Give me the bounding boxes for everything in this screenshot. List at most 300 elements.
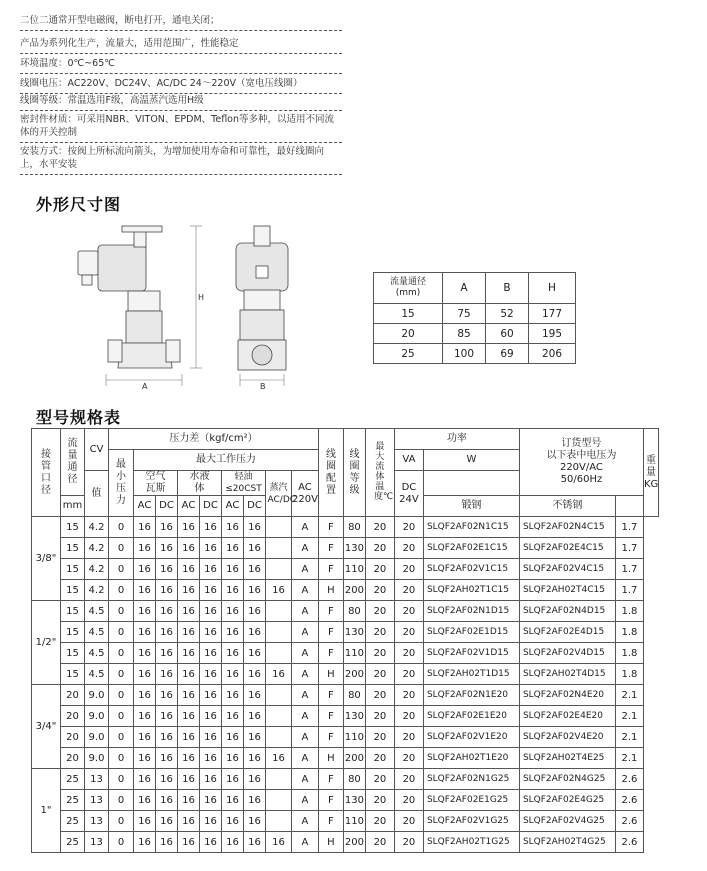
spec-cell: 20: [394, 643, 423, 664]
spec-cell: 4.5: [85, 601, 109, 622]
spec-cell: 16: [200, 538, 222, 559]
spec-line: 二位二通常开型电磁阀，断电打开，通电关闭；: [20, 14, 342, 31]
dims-cell: 52: [486, 304, 529, 324]
spec-cell: 1.8: [615, 622, 643, 643]
spec-cell: F: [318, 601, 343, 622]
spec-cell: 16: [134, 664, 156, 685]
header-w: W: [423, 450, 519, 471]
spec-cell: 16: [156, 727, 178, 748]
spec-cell: 16: [244, 832, 266, 853]
spec-cell: 16: [178, 601, 200, 622]
order-model-title: 订货型号: [561, 438, 602, 449]
spec-cell: F: [318, 643, 343, 664]
dims-header-cell: 流量通径 (mm): [374, 273, 443, 304]
spec-cell: 130: [343, 706, 365, 727]
header-max-working: 最大工作压力: [134, 450, 319, 471]
spec-cell: A: [292, 538, 319, 559]
spec-cell: 16: [178, 643, 200, 664]
main-header-row-1: [32, 429, 659, 450]
spec-cell: [266, 811, 292, 832]
header-dc: DC: [200, 496, 222, 517]
pipe-size-cell: 1": [32, 769, 61, 853]
table-row: [374, 344, 576, 364]
spec-cell: 20: [365, 706, 394, 727]
dims-cell: 177: [529, 304, 576, 324]
header-cv: CV: [85, 429, 109, 471]
section-title-models: 型号规格表: [36, 408, 122, 427]
table-row: [32, 580, 659, 601]
spec-cell: 0: [109, 769, 134, 790]
spec-cell: 0: [109, 622, 134, 643]
spec-cell: 16: [178, 706, 200, 727]
spec-cell: SLQF2AH02T1C15: [423, 580, 519, 601]
spec-cell: 16: [244, 769, 266, 790]
spec-cell: 20: [365, 664, 394, 685]
spec-cell: A: [292, 685, 319, 706]
spec-cell: 20: [61, 748, 85, 769]
spec-cell: 16: [222, 769, 244, 790]
spec-cell: 20: [394, 727, 423, 748]
spec-cell: 20: [365, 685, 394, 706]
spec-cell: 16: [156, 832, 178, 853]
spec-cell: 1.8: [615, 643, 643, 664]
spec-cell: A: [292, 622, 319, 643]
table-row: [32, 748, 659, 769]
spec-cell: 15: [61, 559, 85, 580]
header-power: 功率: [394, 429, 519, 450]
spec-cell: SLQF2AF02N1E20: [423, 685, 519, 706]
header-ac: AC: [134, 496, 156, 517]
table-row: [32, 727, 659, 748]
spec-cell: A: [292, 601, 319, 622]
spec-cell: 0: [109, 790, 134, 811]
spec-cell: 0: [109, 832, 134, 853]
spec-cell: 16: [156, 580, 178, 601]
spec-cell: 20: [365, 727, 394, 748]
spec-cell: 20: [394, 706, 423, 727]
spec-cell: 0: [109, 748, 134, 769]
spec-cell: A: [292, 727, 319, 748]
spec-cell: 16: [200, 622, 222, 643]
spec-cell: 16: [222, 790, 244, 811]
header-va: VA: [394, 450, 423, 471]
header-ac: AC: [178, 496, 200, 517]
spec-cell: 16: [244, 811, 266, 832]
spec-cell: 80: [343, 685, 365, 706]
spec-cell: 16: [244, 706, 266, 727]
spec-cell: 13: [85, 832, 109, 853]
header-air: 空气瓦斯: [134, 471, 178, 496]
spec-cell: 16: [134, 832, 156, 853]
header-stainless: 不锈钢: [519, 496, 615, 517]
spec-cell: 200: [343, 832, 365, 853]
spec-cell: 16: [134, 580, 156, 601]
spec-cell: SLQF2AF02V1C15: [423, 559, 519, 580]
dims-cell: 75: [443, 304, 486, 324]
spec-cell: 16: [156, 517, 178, 538]
header-steam: 蒸汽AC/DC: [266, 471, 292, 517]
spec-cell: 20: [394, 517, 423, 538]
spec-cell: 20: [394, 748, 423, 769]
dims-header-cell: A: [443, 273, 486, 304]
spec-cell: 2.6: [615, 790, 643, 811]
spec-cell: 16: [222, 811, 244, 832]
spec-cell: 2.6: [615, 811, 643, 832]
spec-cell: 110: [343, 559, 365, 580]
spec-line: 密封件材质：可采用NBR、VITON、EPDM、Teflon等多种，以适用不同流体的开关控制: [20, 113, 342, 143]
spec-cell: 16: [178, 664, 200, 685]
spec-cell: 130: [343, 790, 365, 811]
spec-cell: 16: [134, 643, 156, 664]
spec-cell: 0: [109, 811, 134, 832]
pipe-size-cell: 3/4": [32, 685, 61, 769]
spec-cell: 16: [134, 517, 156, 538]
dims-cell: 60: [486, 324, 529, 344]
spec-cell: SLQF2AF02E4C15: [519, 538, 615, 559]
spec-cell: 16: [178, 685, 200, 706]
spec-cell: 16: [156, 706, 178, 727]
spec-cell: 200: [343, 580, 365, 601]
spec-cell: 200: [343, 748, 365, 769]
spec-cell: A: [292, 559, 319, 580]
spec-cell: SLQF2AH02T1D15: [423, 664, 519, 685]
spec-cell: 20: [365, 559, 394, 580]
spec-cell: SLQF2AF02N1C15: [423, 517, 519, 538]
header-dc: DC: [244, 496, 266, 517]
spec-cell: 25: [61, 811, 85, 832]
spec-cell: 16: [244, 622, 266, 643]
spec-cell: 16: [134, 769, 156, 790]
spec-cell: 16: [222, 664, 244, 685]
spec-cell: 16: [178, 580, 200, 601]
spec-cell: 16: [134, 790, 156, 811]
spec-cell: 2.6: [615, 769, 643, 790]
spec-cell: H: [318, 664, 343, 685]
spec-cell: 16: [156, 790, 178, 811]
spec-cell: 0: [109, 538, 134, 559]
header-water: 水液体: [178, 471, 222, 496]
header-pressure-diff: 压力差（kgf/cm²）: [109, 429, 319, 450]
spec-cell: 80: [343, 601, 365, 622]
spec-line: 线圈电压：AC220V、DC24V、AC/DC 24～220V（宽电压线圈）: [20, 77, 342, 94]
spec-cell: 16: [222, 685, 244, 706]
spec-cell: 16: [156, 685, 178, 706]
spec-cell: 16: [200, 643, 222, 664]
spec-cell: 2.1: [615, 748, 643, 769]
spec-cell: A: [292, 769, 319, 790]
spec-cell: 20: [394, 538, 423, 559]
header-coil-grade: 线圈等级: [343, 429, 365, 517]
spec-cell: 16: [178, 727, 200, 748]
table-row: [32, 559, 659, 580]
header-forged-steel: 锻钢: [423, 496, 519, 517]
spec-cell: A: [292, 580, 319, 601]
spec-cell: 16: [156, 664, 178, 685]
spec-cell: 20: [365, 643, 394, 664]
spec-cell: SLQF2AH02T4G25: [519, 832, 615, 853]
spec-cell: 16: [222, 706, 244, 727]
spec-cell: 200: [343, 664, 365, 685]
table-row: [32, 664, 659, 685]
dims-cell: 100: [443, 344, 486, 364]
spec-cell: F: [318, 769, 343, 790]
spec-cell: 20: [365, 517, 394, 538]
table-row: [32, 601, 659, 622]
dimensions-table: [373, 272, 576, 364]
spec-cell: 16: [244, 727, 266, 748]
spec-cell: 16: [244, 790, 266, 811]
spec-cell: 16: [178, 559, 200, 580]
spec-cell: F: [318, 538, 343, 559]
spec-cell: [266, 769, 292, 790]
spec-cell: 20: [394, 685, 423, 706]
spec-cell: 16: [222, 517, 244, 538]
spec-cell: 4.2: [85, 517, 109, 538]
table-row: [32, 685, 659, 706]
valve-outline-drawing: [70, 218, 370, 393]
spec-cell: 16: [156, 538, 178, 559]
spec-cell: SLQF2AF02V4G25: [519, 811, 615, 832]
table-row: [32, 811, 659, 832]
header-order-model: [519, 429, 643, 496]
spec-cell: 20: [394, 811, 423, 832]
spec-cell: 20: [365, 580, 394, 601]
spec-cell: 16: [222, 727, 244, 748]
spec-cell: [266, 706, 292, 727]
spec-cell: 16: [134, 601, 156, 622]
spec-cell: SLQF2AF02E1E20: [423, 706, 519, 727]
spec-cell: 15: [61, 601, 85, 622]
spec-cell: SLQF2AH02T1E20: [423, 748, 519, 769]
spec-cell: 16: [266, 832, 292, 853]
header-max-temp: 最大流体温度℃: [365, 429, 394, 517]
spec-cell: 4.2: [85, 580, 109, 601]
spec-cell: 15: [61, 622, 85, 643]
spec-cell: 2.1: [615, 706, 643, 727]
spec-cell: 16: [222, 559, 244, 580]
spec-cell: 16: [200, 601, 222, 622]
spec-cell: 16: [222, 538, 244, 559]
spec-cell: 4.5: [85, 664, 109, 685]
order-model-note: 以下表中电压为 220V/AC 50/60Hz: [546, 450, 617, 485]
spec-cell: 16: [134, 811, 156, 832]
spec-cell: 16: [244, 685, 266, 706]
spec-cell: 9.0: [85, 685, 109, 706]
spec-cell: SLQF2AH02T4C15: [519, 580, 615, 601]
spec-cell: SLQF2AF02V1G25: [423, 811, 519, 832]
dims-header-cell: B: [486, 273, 529, 304]
spec-cell: 0: [109, 559, 134, 580]
spec-cell: 13: [85, 769, 109, 790]
spec-cell: 0: [109, 601, 134, 622]
table-row: [374, 304, 576, 324]
spec-cell: 16: [178, 748, 200, 769]
spec-line: 线圈等级：常温选用F级，高温蒸汽选用H级: [20, 94, 342, 111]
header-dc: DC: [156, 496, 178, 517]
spec-cell: 16: [134, 727, 156, 748]
spec-cell: 16: [178, 811, 200, 832]
spec-cell: SLQF2AF02V4C15: [519, 559, 615, 580]
spec-cell: 1.8: [615, 664, 643, 685]
spec-cell: F: [318, 706, 343, 727]
spec-cell: [266, 790, 292, 811]
spec-cell: SLQF2AH02T4E25: [519, 748, 615, 769]
spec-cell: 9.0: [85, 727, 109, 748]
spec-cell: 20: [61, 727, 85, 748]
dims-cell: 25: [374, 344, 443, 364]
spec-cell: SLQF2AF02N4E20: [519, 685, 615, 706]
spec-cell: 4.2: [85, 559, 109, 580]
pipe-size-cell: 1/2": [32, 601, 61, 685]
spec-cell: A: [292, 832, 319, 853]
spec-cell: 20: [394, 622, 423, 643]
spec-cell: [266, 559, 292, 580]
table-row: [32, 832, 659, 853]
spec-cell: 1.8: [615, 601, 643, 622]
spec-cell: SLQF2AF02E1C15: [423, 538, 519, 559]
spec-cell: SLQF2AF02N1D15: [423, 601, 519, 622]
spec-cell: [266, 685, 292, 706]
spec-cell: 16: [244, 517, 266, 538]
dims-cell: 85: [443, 324, 486, 344]
spec-cell: 16: [200, 517, 222, 538]
spec-cell: 20: [394, 832, 423, 853]
spec-cell: SLQF2AF02N4C15: [519, 517, 615, 538]
spec-cell: 16: [200, 580, 222, 601]
spec-cell: 16: [178, 622, 200, 643]
spec-cell: 130: [343, 622, 365, 643]
spec-cell: 16: [134, 538, 156, 559]
spec-cell: SLQF2AF02E4D15: [519, 622, 615, 643]
spec-cell: A: [292, 706, 319, 727]
spec-cell: 1.7: [615, 517, 643, 538]
spec-cell: 110: [343, 643, 365, 664]
spec-line: 安装方式：按阀上所标流向箭头，为增加使用寿命和可靠性，最好线圈向上，水平安装: [20, 145, 342, 175]
spec-cell: 13: [85, 790, 109, 811]
spec-cell: 16: [134, 685, 156, 706]
table-row: [32, 643, 659, 664]
spec-cell: 0: [109, 706, 134, 727]
spec-cell: SLQF2AF02N4D15: [519, 601, 615, 622]
header-cv-value: 值: [85, 471, 109, 517]
table-row: [32, 517, 659, 538]
spec-cell: 16: [244, 748, 266, 769]
spec-cell: 16: [156, 811, 178, 832]
dims-header-row: [374, 273, 576, 304]
spec-cell: 0: [109, 517, 134, 538]
spec-cell: 16: [134, 748, 156, 769]
dims-cell: 15: [374, 304, 443, 324]
header-flow-diameter: 流量通径: [61, 429, 85, 496]
dims-cell: 206: [529, 344, 576, 364]
dims-cell: 20: [374, 324, 443, 344]
spec-cell: [266, 643, 292, 664]
spec-cell: 20: [365, 748, 394, 769]
spec-cell: 16: [134, 622, 156, 643]
spec-cell: H: [318, 580, 343, 601]
spec-cell: 20: [365, 538, 394, 559]
spec-cell: 20: [365, 601, 394, 622]
spec-cell: 20: [365, 622, 394, 643]
spec-cell: 16: [156, 601, 178, 622]
spec-cell: 15: [61, 643, 85, 664]
spec-cell: 2.1: [615, 685, 643, 706]
spec-cell: 16: [222, 832, 244, 853]
header-ac: AC: [222, 496, 244, 517]
spec-cell: 16: [200, 664, 222, 685]
spec-cell: [266, 727, 292, 748]
spec-cell: SLQF2AF02V1D15: [423, 643, 519, 664]
spec-line: 环境温度：0℃~65℃: [20, 57, 342, 74]
spec-cell: 20: [365, 832, 394, 853]
header-min-pressure: 最小压力: [109, 450, 134, 517]
spec-cell: 110: [343, 811, 365, 832]
header-weight: 重量KG: [643, 429, 658, 517]
dimension-label-h: H: [198, 293, 205, 302]
spec-cell: 20: [394, 601, 423, 622]
dimension-label-a: A: [142, 382, 148, 391]
spec-cell: 1.7: [615, 538, 643, 559]
section-title-dimensions: 外形尺寸图: [36, 195, 122, 214]
spec-cell: SLQF2AF02E4E20: [519, 706, 615, 727]
spec-cell: 9.0: [85, 748, 109, 769]
spec-cell: SLQF2AH02T1G25: [423, 832, 519, 853]
header-diameter: 接管口径: [32, 429, 61, 517]
spec-cell: [266, 601, 292, 622]
spec-cell: 15: [61, 664, 85, 685]
spec-cell: 0: [109, 685, 134, 706]
spec-cell: SLQF2AH02T4D15: [519, 664, 615, 685]
spec-cell: H: [318, 832, 343, 853]
spec-cell: 1.7: [615, 580, 643, 601]
spec-cell: SLQF2AF02V4D15: [519, 643, 615, 664]
header-dc24: DC 24V: [394, 471, 423, 517]
spec-cell: 20: [394, 790, 423, 811]
spec-cell: 16: [222, 601, 244, 622]
spec-cell: SLQF2AF02E1D15: [423, 622, 519, 643]
spec-cell: 16: [244, 559, 266, 580]
spec-cell: 16: [200, 832, 222, 853]
spec-cell: 16: [156, 643, 178, 664]
spec-cell: F: [318, 811, 343, 832]
spec-cell: 16: [244, 664, 266, 685]
pipe-size-cell: 3/8": [32, 517, 61, 601]
spec-cell: 16: [134, 559, 156, 580]
spec-cell: 16: [222, 748, 244, 769]
spec-cell: 16: [200, 559, 222, 580]
table-row: [32, 706, 659, 727]
spec-cell: A: [292, 790, 319, 811]
spec-cell: SLQF2AF02E1G25: [423, 790, 519, 811]
spec-cell: 16: [178, 790, 200, 811]
spec-cell: 15: [61, 517, 85, 538]
table-row: [32, 538, 659, 559]
spec-cell: 130: [343, 538, 365, 559]
spec-cell: 2.6: [615, 832, 643, 853]
spec-cell: 15: [61, 580, 85, 601]
spec-cell: 2.1: [615, 727, 643, 748]
spec-cell: 16: [178, 538, 200, 559]
spec-cell: 16: [156, 769, 178, 790]
spec-cell: 20: [394, 580, 423, 601]
spec-cell: A: [292, 664, 319, 685]
spec-cell: 4.5: [85, 622, 109, 643]
spec-cell: [266, 622, 292, 643]
spec-cell: 16: [266, 580, 292, 601]
spec-cell: 16: [244, 601, 266, 622]
spec-cell: 16: [222, 622, 244, 643]
table-row: [32, 769, 659, 790]
